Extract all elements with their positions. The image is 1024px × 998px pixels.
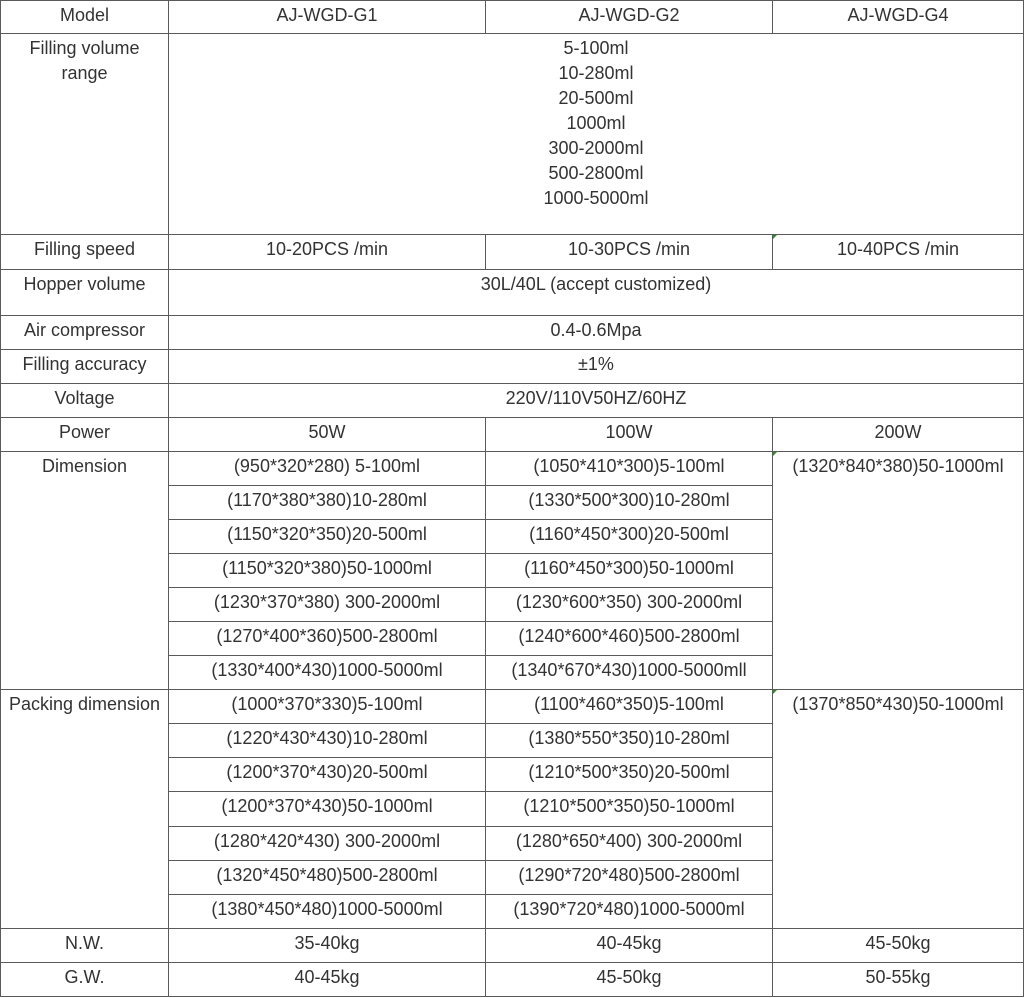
dimension-g1-cell: (1230*370*380) 300-2000ml — [169, 588, 486, 622]
filling-accuracy-value: ±1% — [169, 349, 1024, 383]
row-hopper-volume — [1, 269, 1024, 315]
dimension-g1-cell: (1170*380*380)10-280ml — [169, 485, 486, 519]
nw-g4: 45-50kg — [773, 928, 1024, 962]
filling-volume-label: Filling volume range — [1, 34, 169, 235]
packing-g2-cell: (1290*720*480)500-2800ml — [486, 860, 773, 894]
dimension-g2-cell: (1340*670*430)1000-5000mll — [486, 656, 773, 690]
dimension-g1-cell: (1270*400*360)500-2800ml — [169, 622, 486, 656]
nw-g2: 40-45kg — [486, 928, 773, 962]
volume-item: 300-2000ml — [548, 138, 644, 159]
dimension-g1-cell: (1330*400*430)1000-5000ml — [169, 656, 486, 690]
power-g4: 200W — [773, 417, 1024, 451]
dimension-g1-cell: (950*320*280) 5-100ml — [169, 451, 486, 485]
nw-label: N.W. — [1, 928, 169, 962]
dimension-g1-cell: (1150*320*350)20-500ml — [169, 519, 486, 553]
gw-g2: 45-50kg — [486, 962, 773, 996]
packing-g1-cell: (1280*420*430) 300-2000ml — [169, 826, 486, 860]
packing-g2-cell: (1210*500*350)20-500ml — [486, 758, 773, 792]
packing-g1-cell: (1380*450*480)1000-5000ml — [169, 894, 486, 928]
volume-item: 5-100ml — [563, 38, 629, 59]
volume-item: 500-2800ml — [548, 163, 644, 184]
power-g1: 50W — [169, 417, 486, 451]
filling-speed-g1: 10-20PCS /min — [169, 235, 486, 269]
dimension-label: Dimension — [1, 451, 169, 689]
gw-g1: 40-45kg — [169, 962, 486, 996]
dimension-g2-cell: (1050*410*300)5-100ml — [486, 451, 773, 485]
row-model — [1, 1, 1024, 34]
row-filling-volume — [1, 34, 1024, 235]
dimension-g2-cell: (1240*600*460)500-2800ml — [486, 622, 773, 656]
row-voltage — [1, 383, 1024, 417]
air-compressor-value: 0.4-0.6Mpa — [169, 315, 1024, 349]
nw-g1: 35-40kg — [169, 928, 486, 962]
packing-g2-cell: (1100*460*350)5-100ml — [486, 690, 773, 724]
hopper-volume-value: 30L/40L (accept customized) — [169, 269, 1024, 315]
dimension-g2-cell: (1160*450*300)20-500ml — [486, 519, 773, 553]
table-row — [1, 451, 1024, 485]
dimension-g1-cell: (1150*320*380)50-1000ml — [169, 554, 486, 588]
gw-g4: 50-55kg — [773, 962, 1024, 996]
packing-g2-cell: (1380*550*350)10-280ml — [486, 724, 773, 758]
volume-item: 10-280ml — [558, 63, 634, 84]
power-g2: 100W — [486, 417, 773, 451]
filling-accuracy-label: Filling accuracy — [1, 349, 169, 383]
dimension-g2-cell: (1330*500*300)10-280ml — [486, 485, 773, 519]
hopper-volume-label: Hopper volume — [1, 269, 169, 315]
dimension-g4-cell: (1320*840*380)50-1000ml — [773, 451, 1024, 689]
row-power — [1, 417, 1024, 451]
row-filling-speed — [1, 235, 1024, 269]
packing-g2-cell: (1210*500*350)50-1000ml — [486, 792, 773, 826]
model-g2: AJ-WGD-G2 — [486, 1, 773, 34]
dimension-g2-cell: (1160*450*300)50-1000ml — [486, 554, 773, 588]
volume-item: 1000ml — [566, 113, 626, 134]
filling-speed-label: Filling speed — [1, 235, 169, 269]
model-label: Model — [1, 1, 169, 34]
packing-g1-cell: (1200*370*430)50-1000ml — [169, 792, 486, 826]
voltage-label: Voltage — [1, 383, 169, 417]
dimension-g2-cell: (1230*600*350) 300-2000ml — [486, 588, 773, 622]
packing-g2-cell: (1390*720*480)1000-5000ml — [486, 894, 773, 928]
packing-g1-cell: (1000*370*330)5-100ml — [169, 690, 486, 724]
filling-volume-values — [169, 34, 1024, 235]
packing-g2-cell: (1280*650*400) 300-2000ml — [486, 826, 773, 860]
gw-label: G.W. — [1, 962, 169, 996]
row-gw — [1, 962, 1024, 996]
power-label: Power — [1, 417, 169, 451]
model-g1: AJ-WGD-G1 — [169, 1, 486, 34]
filling-speed-g4: 10-40PCS /min — [773, 235, 1024, 269]
row-air-compressor — [1, 315, 1024, 349]
air-compressor-label: Air compressor — [1, 315, 169, 349]
table-row — [1, 690, 1024, 724]
packing-g1-cell: (1220*430*430)10-280ml — [169, 724, 486, 758]
filling-speed-g2: 10-30PCS /min — [486, 235, 773, 269]
voltage-value: 220V/110V50HZ/60HZ — [169, 383, 1024, 417]
packing-dimension-label: Packing dimension — [1, 690, 169, 928]
row-nw — [1, 928, 1024, 962]
packing-g1-cell: (1320*450*480)500-2800ml — [169, 860, 486, 894]
row-filling-accuracy — [1, 349, 1024, 383]
volume-item: 1000-5000ml — [543, 188, 649, 209]
model-g4: AJ-WGD-G4 — [773, 1, 1024, 34]
packing-g4-cell: (1370*850*430)50-1000ml — [773, 690, 1024, 928]
packing-g1-cell: (1200*370*430)20-500ml — [169, 758, 486, 792]
volume-item: 20-500ml — [558, 88, 634, 109]
